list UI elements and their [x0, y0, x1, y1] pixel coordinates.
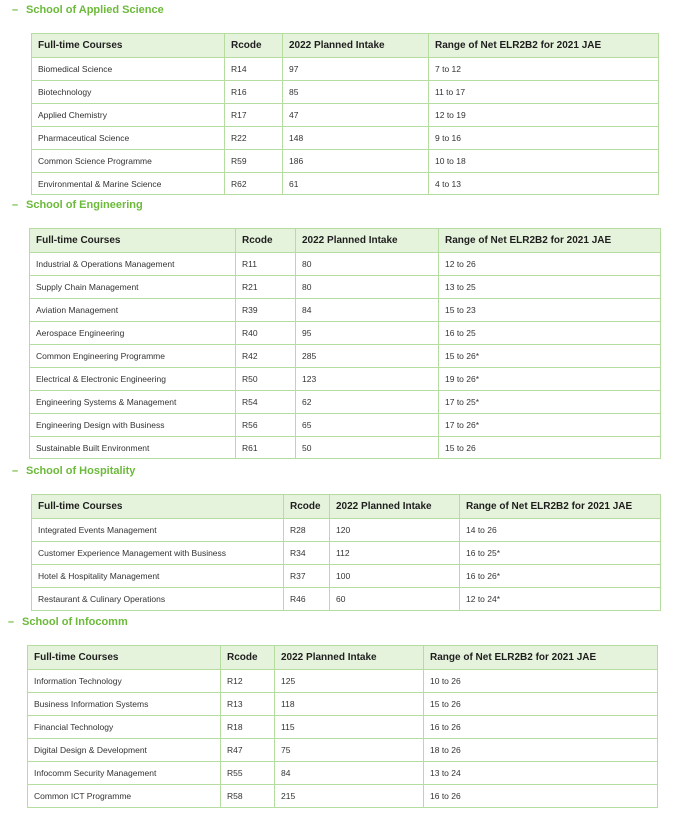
- col-rcode: Rcode: [284, 495, 330, 519]
- col-range: Range of Net ELR2B2 for 2021 JAE: [429, 34, 659, 58]
- table-row: Electrical & Electronic Engineering R50 123 19 to 26*: [30, 368, 661, 391]
- table-applied-science: [31, 33, 659, 195]
- table-row: Infocomm Security Management R55 84 13 to 24: [28, 762, 658, 785]
- col-intake: 2022 Planned Intake: [283, 34, 429, 58]
- table-row: Industrial & Operations Management R11 80 12 to 26: [30, 253, 661, 276]
- col-rcode: Rcode: [225, 34, 283, 58]
- table-row: Information Technology R12 125 10 to 26: [28, 670, 658, 693]
- table-header: [32, 34, 659, 58]
- table-row: Common Engineering Programme R42 285 15 to 26*: [30, 345, 661, 368]
- col-range: Range of Net ELR2B2 for 2021 JAE: [424, 646, 658, 670]
- table-row: Biomedical Science R14 97 7 to 12: [32, 58, 659, 81]
- dash-bullet: –: [12, 199, 19, 211]
- table-row: Common ICT Programme R58 215 16 to 26: [28, 785, 658, 808]
- table-infocomm: [27, 645, 658, 808]
- col-intake: 2022 Planned Intake: [330, 495, 460, 519]
- section-title-hospitality: – School of Hospitality: [12, 465, 136, 477]
- table-hospitality: [31, 494, 661, 611]
- col-intake: 2022 Planned Intake: [275, 646, 424, 670]
- table-row: Sustainable Built Environment R61 50 15 to 26: [30, 437, 661, 459]
- col-rcode: Rcode: [221, 646, 275, 670]
- section-title-engineering: – School of Engineering: [12, 199, 143, 211]
- table-row: Restaurant & Culinary Operations R46 60 12 to 24*: [32, 588, 661, 611]
- col-intake: 2022 Planned Intake: [296, 229, 439, 253]
- table-header: [28, 646, 658, 670]
- table-row: Supply Chain Management R21 80 13 to 25: [30, 276, 661, 299]
- col-range: Range of Net ELR2B2 for 2021 JAE: [439, 229, 661, 253]
- table-row: Engineering Design with Business R56 65 17 to 26*: [30, 414, 661, 437]
- table-row: Environmental & Marine Science R62 61 4 to 13: [32, 173, 659, 195]
- col-range: Range of Net ELR2B2 for 2021 JAE: [460, 495, 661, 519]
- table-row: Digital Design & Development R47 75 18 to 26: [28, 739, 658, 762]
- table-row: Pharmaceutical Science R22 148 9 to 16: [32, 127, 659, 150]
- table-row: Financial Technology R18 115 16 to 26: [28, 716, 658, 739]
- table-header: [32, 495, 661, 519]
- table-row: Aviation Management R39 84 15 to 23: [30, 299, 661, 322]
- table-row: Common Science Programme R59 186 10 to 18: [32, 150, 659, 173]
- dash-bullet: –: [12, 465, 19, 477]
- section-title-applied-science: – School of Applied Science: [12, 4, 164, 16]
- dash-bullet: –: [12, 4, 19, 16]
- col-course: Full-time Courses: [30, 229, 236, 253]
- table-row: Engineering Systems & Management R54 62 17 to 25*: [30, 391, 661, 414]
- table-row: Integrated Events Management R28 120 14 to 26: [32, 519, 661, 542]
- table-row: Biotechnology R16 85 11 to 17: [32, 81, 659, 104]
- table-row: Customer Experience Management with Business R34 112 16 to 25*: [32, 542, 661, 565]
- table-engineering: [29, 228, 661, 459]
- section-title-infocomm: – School of Infocomm: [8, 616, 128, 628]
- table-header: [30, 229, 661, 253]
- dash-bullet: –: [8, 616, 15, 628]
- col-course: Full-time Courses: [32, 34, 225, 58]
- col-course: Full-time Courses: [28, 646, 221, 670]
- table-row: Aerospace Engineering R40 95 16 to 25: [30, 322, 661, 345]
- table-row: Hotel & Hospitality Management R37 100 16 to 26*: [32, 565, 661, 588]
- col-course: Full-time Courses: [32, 495, 284, 519]
- col-rcode: Rcode: [236, 229, 296, 253]
- table-row: Applied Chemistry R17 47 12 to 19: [32, 104, 659, 127]
- table-row: Business Information Systems R13 118 15 to 26: [28, 693, 658, 716]
